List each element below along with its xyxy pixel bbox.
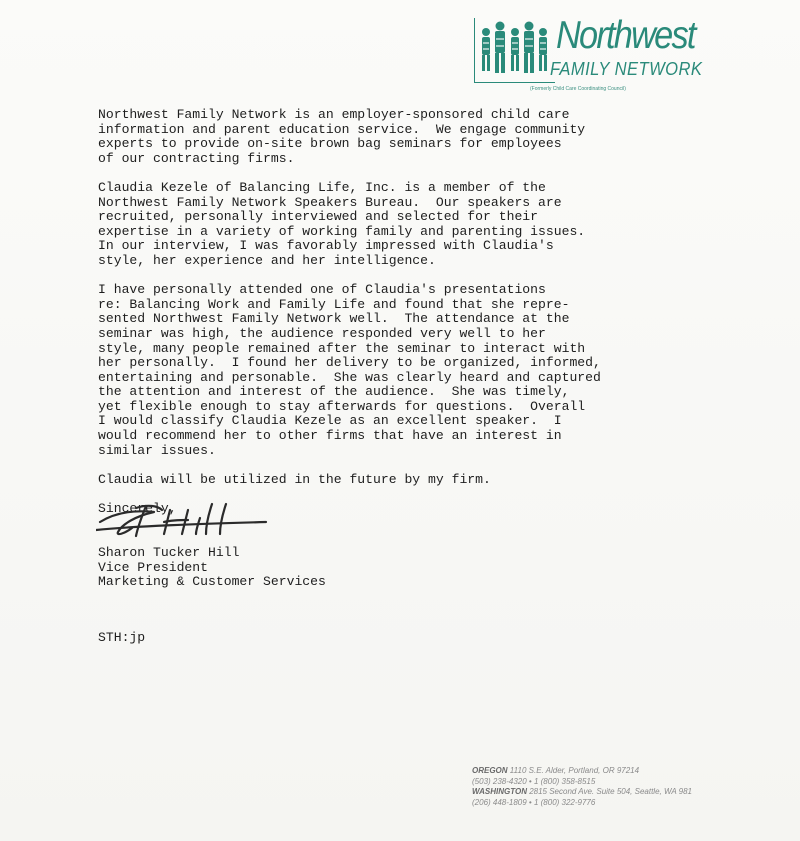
org-subname: FAMILY NETWORK <box>550 59 703 79</box>
family-figures-icon <box>478 18 552 78</box>
footer-addresses <box>472 766 692 808</box>
paragraph-presentation: I have personally attended one of Claudia's presentations re: Balancing Work and Family Life and found that she repre- sented Northwest Family Network well. The attendance at the seminar was high, the audience responded very well to her style, many people remained after the seminar to interact with her personally. I found her delivery to be organized, informed, entertaining and personable. She was clearly heard and captured the attention and interest of the audience. She was timely, yet flexible enough to stay afterwards for questions. Overall I would classify Claudia Kezele as an excellent speaker. I would recommend her to other firms that have an interest in similar issues. <box>98 282 601 458</box>
paragraph-future: Claudia will be utilized in the future by my firm. <box>98 471 491 487</box>
letter-body <box>98 108 658 517</box>
oregon-address-line <box>472 766 692 777</box>
oregon-label: OREGON <box>472 766 508 775</box>
letterhead-logo <box>472 12 712 98</box>
signer-name: Sharon Tucker Hill <box>98 545 240 560</box>
washington-label: WASHINGTON <box>472 787 527 796</box>
paragraph-speaker: Claudia Kezele of Balancing Life, Inc. is a member of the Northwest Family Network Speakers Bureau. Our speakers are recruited, personally interviewed and selected for their expertise in a variety of working family and parenting issues. In our interview, I was favorably impressed with Claudia's style, her experience and her intelligence. <box>98 179 586 268</box>
signature-block <box>98 546 326 590</box>
oregon-phone: (503) 238-4320 • 1 (800) 358-8515 <box>472 776 596 786</box>
signer-title: Vice President <box>98 559 209 575</box>
closing: Sincerely, <box>98 501 177 517</box>
typist-initials: STH:jp <box>98 630 146 645</box>
washington-phone: (206) 448-1809 • 1 (800) 322-9776 <box>472 797 596 807</box>
paragraph-intro: Northwest Family Network is an employer-sponsored child care information and parent education service. We engage community experts to provide on-site brown bag seminars for employees of our contracting firms. <box>98 107 586 166</box>
oregon-address: 1110 S.E. Alder, Portland, OR 97214 <box>509 766 640 775</box>
washington-address-line <box>472 787 692 798</box>
org-name: Northwest <box>556 14 695 57</box>
handwritten-signature <box>96 498 276 540</box>
washington-address: 2815 Second Ave. Suite 504, Seattle, WA 981 <box>529 787 692 796</box>
org-tagline: (Formerly Child Care Coordinating Council) <box>530 86 626 92</box>
signer-department: Marketing & Customer Services <box>98 574 326 590</box>
